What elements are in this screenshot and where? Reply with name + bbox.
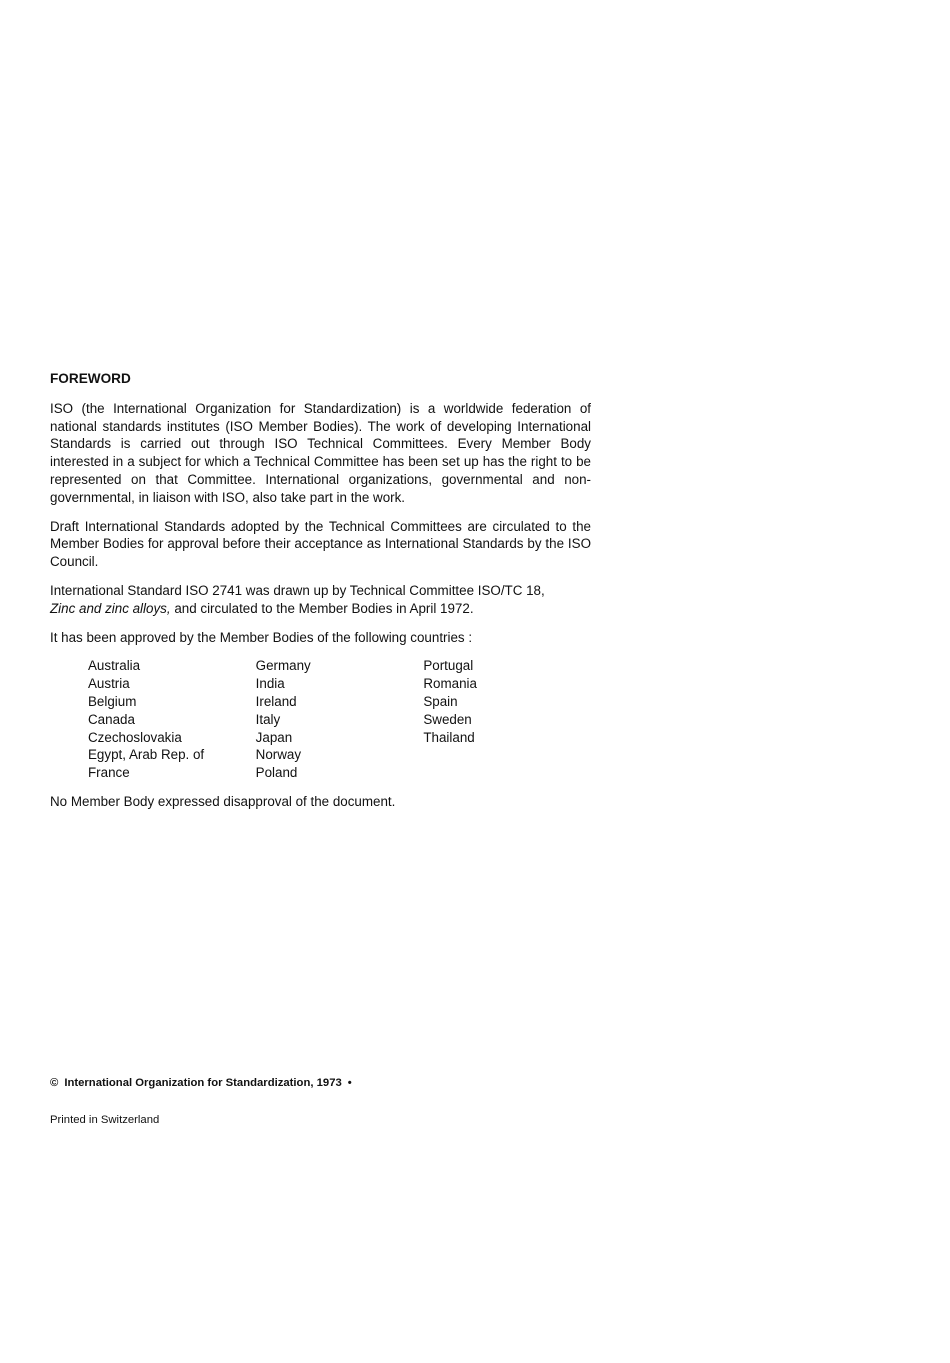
country-item: Egypt, Arab Rep. of xyxy=(88,747,205,763)
printed-location: Printed in Switzerland xyxy=(50,1114,160,1126)
committee-title: Zinc and zinc alloys, xyxy=(50,600,171,616)
copyright-line xyxy=(50,1077,352,1089)
country-item: Australia xyxy=(88,658,141,674)
country-item: Spain xyxy=(423,693,458,709)
foreword-heading: FOREWORD xyxy=(50,371,131,386)
country-item: France xyxy=(88,765,130,781)
copyright-text: International Organization for Standardization, 1973 xyxy=(64,1077,342,1089)
country-item: Czechoslovakia xyxy=(88,729,182,745)
country-item: Norway xyxy=(255,747,302,763)
copyright-icon: © xyxy=(50,1077,59,1089)
country-item: Austria xyxy=(88,676,130,692)
country-item: India xyxy=(255,676,285,692)
foreword-paragraph-draft-standards: Draft International Standards adopted by the Technical Committees are circulated to the Member Bodies for approval before their acceptance as International Standards by the ISO Council. xyxy=(50,518,591,570)
country-item: Germany xyxy=(255,658,311,674)
country-item: Sweden xyxy=(423,711,472,727)
foreword-paragraph-no-disapproval: No Member Body expressed disapproval of the document. xyxy=(50,793,396,809)
standard-origin-end: and circulated to the Member Bodies in April 1972. xyxy=(174,600,474,616)
country-item: Japan xyxy=(255,729,293,745)
foreword-paragraph-approval: It has been approved by the Member Bodies of the following countries : xyxy=(50,629,473,645)
country-item: Thailand xyxy=(423,729,475,745)
countries-column-3 xyxy=(423,657,591,782)
bullet-icon: • xyxy=(347,1077,352,1089)
countries-column-2 xyxy=(256,657,424,782)
foreword-section xyxy=(50,370,591,822)
country-item: Canada xyxy=(88,711,135,727)
approving-countries-list xyxy=(88,657,591,782)
foreword-paragraph-iso-intro: ISO (the International Organization for Standardization) is a worldwide federation of national standards institutes (ISO Member Bodies). The work of developing International Standards is carried out through ISO Technical Committees. Every Member Body interested in a subject for which a Technical Committee has been set up has the right to be represented on that Committee. International organizations, governmental and non-governmental, in liaison with ISO, also take part in the work. xyxy=(50,400,591,505)
country-item: Romania xyxy=(423,676,477,692)
country-item: Italy xyxy=(255,711,281,727)
countries-column-1 xyxy=(88,657,256,782)
country-item: Ireland xyxy=(255,693,297,709)
foreword-paragraph-standard-origin xyxy=(50,582,591,618)
standard-origin-start: International Standard ISO 2741 was drawn up by Technical Committee ISO/TC 18, xyxy=(50,582,545,598)
country-item: Poland xyxy=(255,765,298,781)
country-item: Portugal xyxy=(423,658,474,674)
country-item: Belgium xyxy=(88,693,137,709)
